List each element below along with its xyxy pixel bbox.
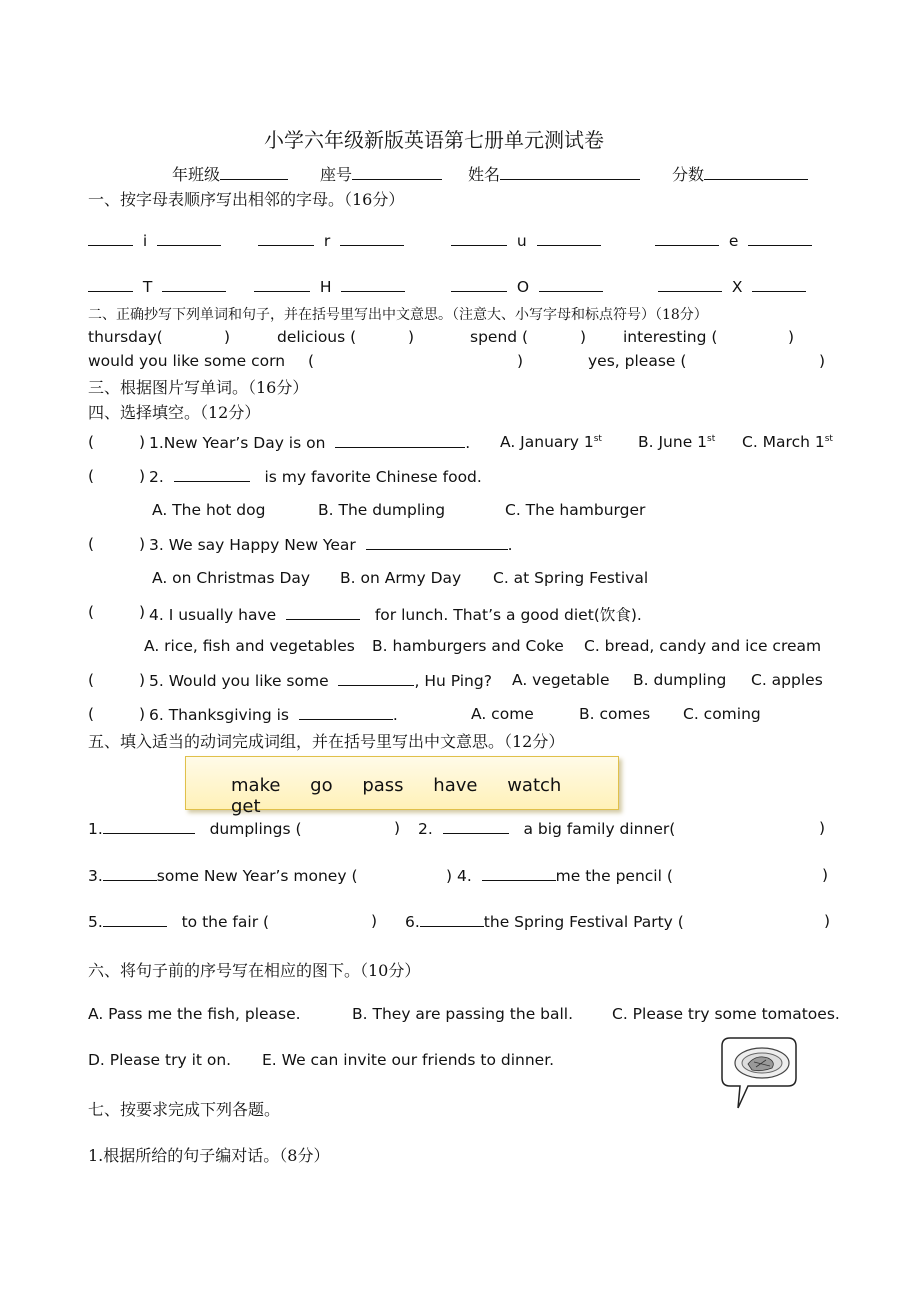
sentence-corn: would you like some corn xyxy=(88,352,286,370)
option-b: B. hamburgers and Coke xyxy=(372,637,564,655)
letter-item xyxy=(88,231,221,250)
paren-close: ) xyxy=(824,912,831,930)
letter: H xyxy=(319,278,332,296)
section-6-heading: 六、将句子前的序号写在相应的图下。（10分） xyxy=(88,961,421,980)
question-tail: for lunch. That’s a good diet(饮食). xyxy=(374,606,642,624)
score-blank[interactable] xyxy=(704,165,808,180)
sup-st: st xyxy=(824,433,833,444)
header-score xyxy=(672,162,808,185)
paren-close: ) xyxy=(394,819,401,837)
word-bank-item: pass xyxy=(362,775,404,796)
letter-item xyxy=(258,231,404,250)
phrase-text: to the fair ( xyxy=(181,913,270,931)
option-text: A. January 1 xyxy=(500,433,594,451)
answer-blank[interactable] xyxy=(539,277,603,292)
question-4 xyxy=(149,603,642,625)
paren-open: ( xyxy=(88,705,95,723)
phrase-text: dumplings ( xyxy=(209,820,302,838)
paren-close: ) xyxy=(517,352,524,370)
letter-item xyxy=(658,277,806,296)
option-text: B. June 1 xyxy=(638,433,708,451)
answer-blank[interactable] xyxy=(88,277,133,292)
option-a: A. The hot dog xyxy=(152,501,266,519)
answer-blank[interactable] xyxy=(752,277,806,292)
sentence-d: D. Please try it on. xyxy=(88,1051,232,1069)
option-a: A. on Christmas Day xyxy=(152,569,311,587)
paren-open: ( xyxy=(88,671,95,689)
word-bank-item: go xyxy=(310,775,333,796)
answer-blank[interactable] xyxy=(655,231,719,246)
phrase-text: some New Year’s money ( xyxy=(156,867,358,885)
answer-blank[interactable] xyxy=(658,277,722,292)
paren-close: ) xyxy=(446,867,453,885)
option-a: A. vegetable xyxy=(512,671,610,689)
paren-close: ) xyxy=(408,328,415,346)
option-b: B. The dumpling xyxy=(318,501,446,519)
question-1 xyxy=(149,433,470,452)
answer-blank[interactable] xyxy=(174,467,250,482)
option-c: C. The hamburger xyxy=(505,501,646,519)
period: . xyxy=(465,434,471,452)
header-name xyxy=(468,162,640,185)
sup-st: st xyxy=(707,433,716,444)
option-c: C. at Spring Festival xyxy=(493,569,649,587)
answer-blank[interactable] xyxy=(482,866,556,881)
phrase-2 xyxy=(418,819,675,838)
letter: e xyxy=(728,232,739,250)
letter: O xyxy=(516,278,530,296)
paren-close: ) xyxy=(819,352,826,370)
word-bank-item: have xyxy=(433,775,478,796)
sentence-b: B. They are passing the ball. xyxy=(352,1005,574,1023)
word-interesting: interesting ( xyxy=(623,328,718,346)
paren-open: ( xyxy=(308,352,315,370)
option-a xyxy=(500,433,602,451)
paren-close: ) xyxy=(139,671,146,689)
class-blank[interactable] xyxy=(220,165,288,180)
section-5-heading: 五、填入适当的动词完成词组，并在括号里写出中文意思。（12分） xyxy=(88,732,565,751)
paren-close: ) xyxy=(139,705,146,723)
phrase-text: me the pencil ( xyxy=(555,867,673,885)
sentence-a: A. Pass me the fish, please. xyxy=(88,1005,301,1023)
answer-blank[interactable] xyxy=(254,277,310,292)
letter: i xyxy=(142,232,148,250)
answer-blank[interactable] xyxy=(103,819,195,834)
paren-close: ) xyxy=(822,866,829,884)
seat-label: 座号 xyxy=(320,165,353,184)
word-delicious: delicious ( xyxy=(277,328,357,346)
letter-item xyxy=(254,277,405,296)
answer-blank[interactable] xyxy=(258,231,314,246)
answer-blank[interactable] xyxy=(537,231,601,246)
phrase-6 xyxy=(405,912,684,931)
letter-item xyxy=(655,231,812,250)
question-tail: is my favorite Chinese food. xyxy=(264,468,482,486)
section-7-sub-1: 1.根据所给的句子编对话。（8分） xyxy=(88,1146,330,1165)
answer-blank[interactable] xyxy=(335,433,465,448)
paren-open: ( xyxy=(88,433,95,451)
question-text: 5. Would you like some xyxy=(149,672,329,690)
answer-blank[interactable] xyxy=(443,819,509,834)
answer-blank[interactable] xyxy=(451,277,507,292)
option-b: B. comes xyxy=(579,705,651,723)
phrase-5 xyxy=(88,912,269,931)
option-b: B. dumpling xyxy=(633,671,727,689)
paren-close: ) xyxy=(139,467,146,485)
answer-blank[interactable] xyxy=(366,535,508,550)
paren-close: ) xyxy=(139,535,146,553)
option-b xyxy=(638,433,715,451)
letter: T xyxy=(142,278,153,296)
word-bank-item: get xyxy=(231,796,261,817)
header-class xyxy=(172,162,288,185)
phrase-1 xyxy=(88,819,302,838)
score-label: 分数 xyxy=(672,165,705,184)
paren-close: ) xyxy=(139,433,146,451)
answer-blank[interactable] xyxy=(299,705,393,720)
question-text: 2. xyxy=(149,468,164,486)
paren-close: ) xyxy=(788,328,795,346)
paren-close: ) xyxy=(371,912,378,930)
seat-blank[interactable] xyxy=(352,165,442,180)
letter-item xyxy=(88,277,226,296)
letter: X xyxy=(731,278,743,296)
class-label: 年班级 xyxy=(172,165,221,184)
letter-item xyxy=(451,277,603,296)
answer-blank[interactable] xyxy=(88,231,133,246)
section-1-heading: 一、按字母表顺序写出相邻的字母。（16分） xyxy=(88,190,405,209)
letter: u xyxy=(516,232,527,250)
question-text: 4. I usually have xyxy=(149,606,277,624)
answer-blank[interactable] xyxy=(103,866,157,881)
phrase-text: the Spring Festival Party ( xyxy=(483,913,684,931)
answer-blank[interactable] xyxy=(162,277,226,292)
item-number: 3. xyxy=(88,867,103,885)
section-2-heading: 二、正确抄写下列单词和句子，并在括号里写出中文意思。（注意大、小写字母和标点符号）（18分） xyxy=(88,307,708,323)
question-text: 6. Thanksgiving is xyxy=(149,706,289,724)
option-c: C. apples xyxy=(751,671,823,689)
question-text: 3. We say Happy New Year xyxy=(149,536,356,554)
answer-blank[interactable] xyxy=(338,671,414,686)
letter-item xyxy=(451,231,601,250)
word-bank-list xyxy=(231,775,618,817)
section-3-heading: 三、根据图片写单词。（16分） xyxy=(88,378,309,397)
paren-close: ) xyxy=(819,819,826,837)
section-4-heading: 四、选择填空。（12分） xyxy=(88,403,261,422)
paren-open: ( xyxy=(88,603,95,621)
question-6 xyxy=(149,705,398,724)
question-2 xyxy=(149,467,482,486)
question-5 xyxy=(149,671,492,690)
answer-blank[interactable] xyxy=(341,277,405,292)
letter: r xyxy=(323,232,331,250)
word-bank xyxy=(185,756,619,817)
item-number: 4. xyxy=(457,867,472,885)
word-thursday: thursday( xyxy=(88,328,163,346)
item-number: 2. xyxy=(418,820,433,838)
paren-close: ) xyxy=(139,603,146,621)
word-bank-item: make xyxy=(231,775,281,796)
option-a: A. rice, fish and vegetables xyxy=(144,637,355,655)
item-number: 1. xyxy=(88,820,103,838)
page-title: 小学六年级新版英语第七册单元测试卷 xyxy=(264,128,604,152)
answer-blank[interactable] xyxy=(157,231,221,246)
speech-bubble-plate-icon xyxy=(718,1034,800,1112)
item-number: 6. xyxy=(405,913,420,931)
phrase-4 xyxy=(446,866,673,885)
header-seat xyxy=(320,162,442,185)
name-blank[interactable] xyxy=(500,165,640,180)
option-b: B. on Army Day xyxy=(340,569,462,587)
period: . xyxy=(392,706,398,724)
answer-blank[interactable] xyxy=(103,912,167,927)
paren-close: ) xyxy=(580,328,587,346)
sentence-e: E. We can invite our friends to dinner. xyxy=(262,1051,555,1069)
paren-close: ) xyxy=(224,328,231,346)
option-a: A. come xyxy=(471,705,534,723)
sup-st: st xyxy=(593,433,602,444)
phrase-text: a big family dinner( xyxy=(523,820,676,838)
question-3 xyxy=(149,535,513,554)
option-c: C. coming xyxy=(683,705,761,723)
question-text: 1.New Year’s Day is on xyxy=(149,434,326,452)
word-bank-item: watch xyxy=(507,775,562,796)
phrase-3 xyxy=(88,866,358,885)
name-label: 姓名 xyxy=(468,165,501,184)
answer-blank[interactable] xyxy=(748,231,812,246)
answer-blank[interactable] xyxy=(340,231,404,246)
option-text: C. March 1 xyxy=(742,433,825,451)
period: . xyxy=(507,536,513,554)
question-tail: , Hu Ping? xyxy=(414,672,492,690)
sentence-yes: yes, please ( xyxy=(588,352,687,370)
answer-blank[interactable] xyxy=(286,605,360,620)
item-number: 5. xyxy=(88,913,103,931)
option-c: C. bread, candy and ice cream xyxy=(584,637,822,655)
paren-open: ( xyxy=(88,467,95,485)
option-c xyxy=(742,433,833,451)
section-7-heading: 七、按要求完成下列各题。 xyxy=(88,1100,281,1119)
paren-open: ( xyxy=(88,535,95,553)
answer-blank[interactable] xyxy=(420,912,484,927)
sentence-c: C. Please try some tomatoes. xyxy=(612,1005,840,1023)
word-spend: spend ( xyxy=(470,328,529,346)
answer-blank[interactable] xyxy=(451,231,507,246)
